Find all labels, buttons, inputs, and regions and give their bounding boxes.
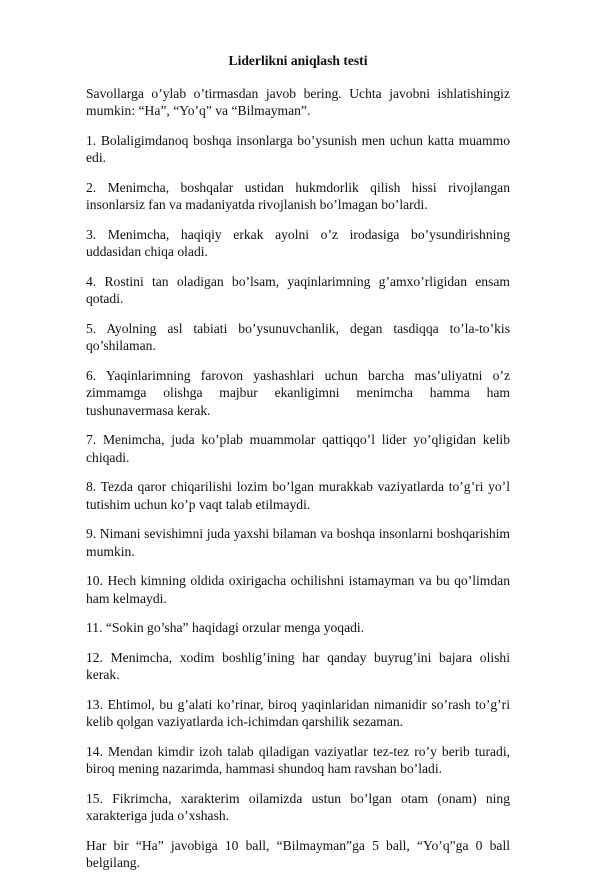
- question-item: 2. Menimcha, boshqalar ustidan hukmdorlik qilish hissi rivojlangan insonlarsiz fan va madaniyatda rivojlanish bo’lmagan bo’lardi.: [86, 179, 510, 212]
- question-item: 10. Hech kimning oldida oxirigacha ochilishni istamayman va bu qo’limdan ham kelmaydi.: [86, 573, 510, 606]
- question-item: 6. Yaqinlarimning farovon yashashlari uchun barcha mas’uliyatni o’z zimmamga olishga majbur ekanligimni menimcha hamma ham tushunavermasa kerak.: [86, 367, 510, 418]
- question-item: 8. Tezda qaror chiqarilishi lozim bo’lgan murakkab vaziyatlarda to’g’ri yo’l tutishim uchun ko’p vaqt talab etilmaydi.: [86, 479, 510, 512]
- question-item: 5. Ayolning asl tabiati bo’ysunuvchanlik, degan tasdiqqa to’la-to’kis qo’shilaman.: [86, 320, 510, 353]
- question-item: 1. Bolaligimdanoq boshqa insonlarga bo’ysunish men uchun katta muammo edi.: [86, 132, 510, 165]
- question-item: 4. Rostini tan oladigan bo’lsam, yaqinlarimning g’amxo’rligidan ensam qotadi.: [86, 273, 510, 306]
- question-item: 11. “Sokin go’sha” haqidagi orzular menga yoqadi.: [86, 620, 365, 635]
- question-item: 14. Mendan kimdir izoh talab qiladigan vaziyatlar tez-tez ro’y berib turadi, biroq mening nazarimda, hammasi shundoq ham ravshan bo’ladi.: [86, 743, 510, 776]
- intro-paragraph: Savollarga o’ylab o’tirmasdan javob bering. Uchta javobni ishlatishingiz mumkin: “Ha”, “Yo’q” va “Bilmayman”.: [86, 85, 510, 118]
- question-item: 15. Fikrimcha, xarakterim oilamizda ustun bo’lgan otam (onam) ning xarakteriga juda o’xshash.: [86, 790, 510, 823]
- document-page: [86, 52, 510, 872]
- question-list: [86, 132, 510, 825]
- question-item: 12. Menimcha, xodim boshlig’ining har qanday buyrug’ini bajara olishi kerak.: [86, 649, 510, 682]
- document-title: Liderlikni aniqlash testi: [228, 53, 368, 68]
- question-item: 7. Menimcha, juda ko’plab muammolar qattiqqo’l lider yo’qligidan kelib chiqadi.: [86, 432, 510, 465]
- scoring-instructions: Har bir “Ha” javobiga 10 ball, “Bilmayman”ga 5 ball, “Yo’q”ga 0 ball belgilang.: [86, 837, 510, 870]
- question-item: 9. Nimani sevishimni juda yaxshi bilaman va boshqa insonlarni boshqarishim mumkin.: [86, 526, 510, 559]
- question-item: 13. Ehtimol, bu g’alati ko’rinar, biroq yaqinlaridan nimanidir so’rash to’g’ri kelib qolgan vaziyatlarda ich-ichimdan qarshilik sezaman.: [86, 696, 510, 729]
- question-item: 3. Menimcha, haqiqiy erkak ayolni o’z irodasiga bo’ysundirishning uddasidan chiqa oladi.: [86, 226, 510, 259]
